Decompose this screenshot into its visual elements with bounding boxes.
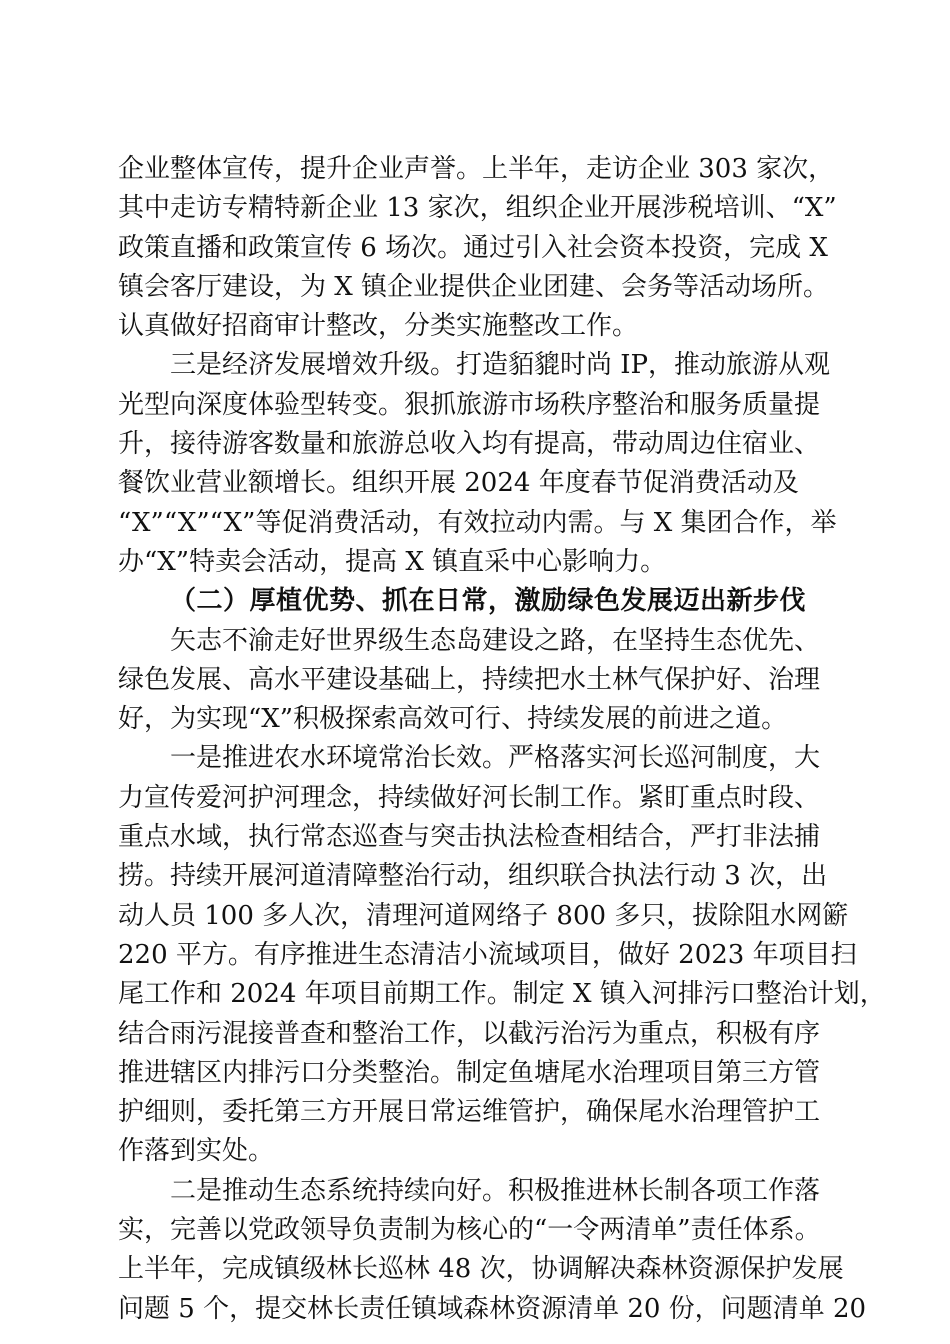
text-line: 上半年，完成镇级林长巡林 48 次，协调解决森林资源保护发展: [118, 1254, 844, 1285]
section-heading: （二）厚植优势、抓在日常，激励绿色发展迈出新步伐: [170, 586, 807, 617]
document-page: [118, 150, 886, 1329]
text-line: 尾工作和 2024 年项目前期工作。制定 X 镇入河排污口整治计划，: [118, 979, 886, 1010]
text-line: 其中走访专精特新企业 13 家次，组织企业开展涉税培训、“X”: [118, 193, 837, 224]
paragraph-ecosystem: [118, 1172, 867, 1329]
text-line: 三是经济发展增效升级。打造貊貔时尚 IP，推动旅游从观: [170, 350, 831, 381]
section-heading-green-development: [118, 582, 830, 621]
text-line: “X”“X”“X”等促消费活动，有效拉动内需。与 X 集团合作，举: [118, 507, 837, 538]
text-line: 餐饮业营业额增长。组织开展 2024 年度春节促消费活动及: [118, 468, 799, 499]
text-line: 一是推进农水环境常治长效。严格落实河长巡河制度，大: [170, 743, 821, 774]
paragraph-enterprise-visits: [118, 150, 837, 346]
text-line: 推进辖区内排污口分类整治。制定鱼塘尾水治理项目第三方管: [118, 1057, 821, 1088]
text-line: 力宣传爱河护河理念，持续做好河长制工作。紧盯重点时段、: [118, 782, 821, 813]
text-line: 企业整体宣传，提升企业声誉。上半年，走访企业 303 家次，: [118, 154, 835, 184]
paragraph-water-environment: [118, 739, 886, 1171]
text-line: 护细则，委托第三方开展日常运维管护，确保尾水治理管护工: [118, 1097, 821, 1128]
text-line: 办“X”特卖会活动，提高 X 镇直采中心影响力。: [118, 546, 667, 577]
text-line: 重点水域，执行常态巡查与突击执法检查相结合，严打非法捕: [118, 822, 821, 853]
text-line: 镇会客厅建设，为 X 镇企业提供企业团建、会务等活动场所。: [118, 271, 830, 302]
text-line: 实，完善以党政领导负责制为核心的“一令两清单”责任体系。: [118, 1215, 821, 1246]
text-line: 作落到实处。: [118, 1136, 275, 1167]
text-line: 矢志不渝走好世界级生态岛建设之路，在坚持生态优先、: [170, 625, 821, 656]
text-line: 好，为实现“X”积极探索高效可行、持续发展的前进之道。: [118, 704, 788, 735]
text-line: 捞。持续开展河道清障整治行动，组织联合执法行动 3 次，出: [118, 861, 828, 892]
text-line: 问题 5 个，提交林长责任镇域森林资源清单 20 份，问题清单 20: [118, 1293, 867, 1324]
text-line: 认真做好招商审计整改，分类实施整改工作。: [118, 311, 639, 342]
text-line: 结合雨污混接普查和整治工作，以截污治污为重点，积极有序: [118, 1018, 821, 1049]
paragraph-ecological-island: [118, 622, 830, 740]
text-line: 绿色发展、高水平建设基础上，持续把水土林气保护好、治理: [118, 664, 821, 695]
text-line: 升，接待游客数量和旅游总收入均有提高，带动周边住宿业、: [118, 429, 821, 460]
text-line: 220 平方。有序推进生态清洁小流域项目，做好 2023 年项目扫: [118, 939, 857, 970]
text-line: 动人员 100 多人次，清理河道网络子 800 多只，拔除阻水网簖: [118, 900, 849, 931]
text-line: 光型向深度体验型转变。狠抓旅游市场秩序整治和服务质量提: [118, 389, 821, 420]
text-line: 二是推动生态系统持续向好。积极推进林长制各项工作落: [170, 1175, 821, 1206]
text-line: 政策直播和政策宣传 6 场次。通过引入社会资本投资，完成 X: [118, 232, 828, 263]
paragraph-economic-development: [118, 346, 837, 582]
